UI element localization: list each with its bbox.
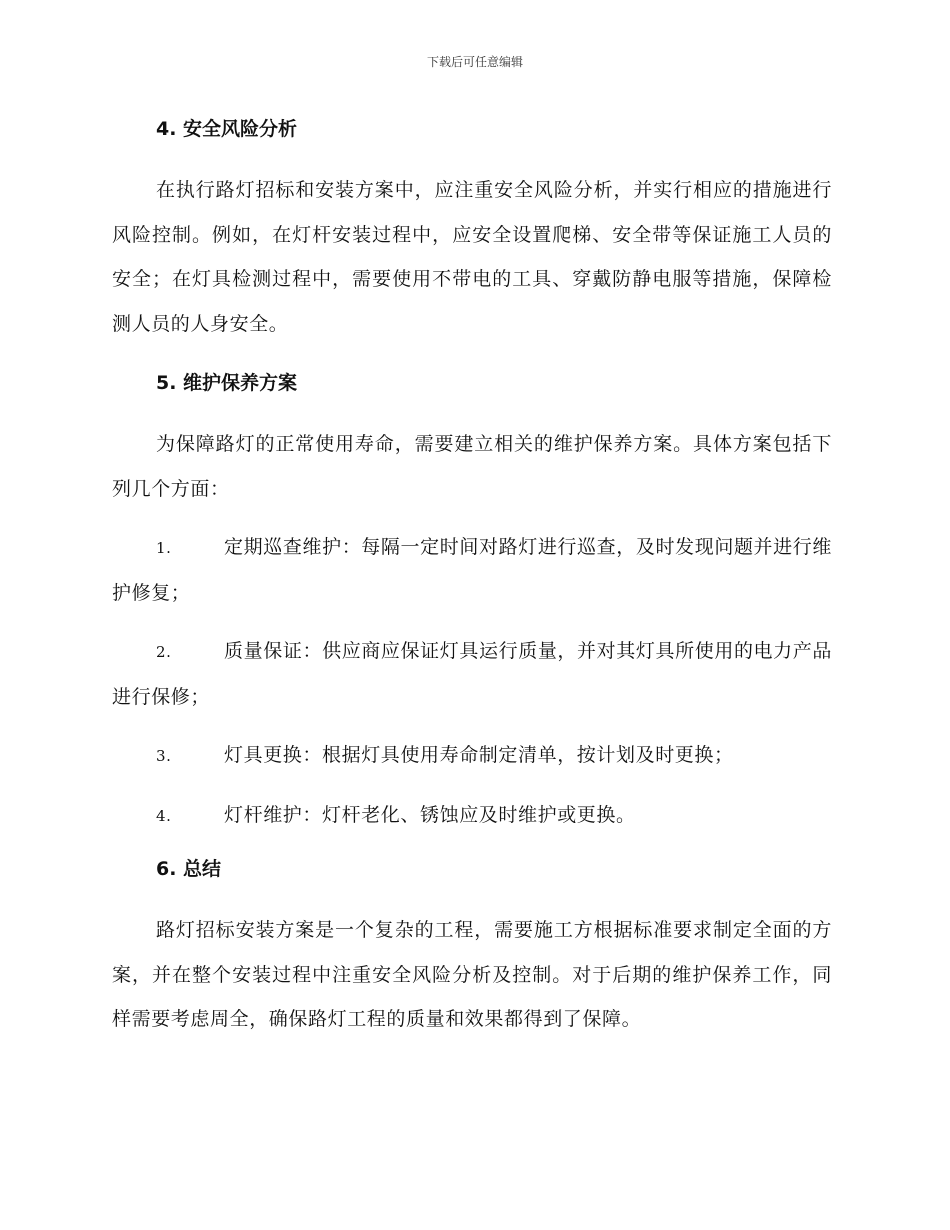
running-header: 下载后可任意编辑 bbox=[426, 55, 523, 69]
document-body bbox=[112, 112, 832, 1042]
list-item-text: 质量保证：供应商应保证灯具运行质量，并对其灯具所使用的电力产品进行保修； bbox=[112, 640, 832, 708]
paragraph-summary: 路灯招标安装方案是一个复杂的工程，需要施工方根据标准要求制定全面的方案，并在整个安装过程中注重安全风险分析及控制。对于后期的维护保养工作，同样需要考虑周全，确保路灯工程的质量和效果都得到了保障。 bbox=[112, 919, 832, 1030]
paragraph-maintenance-intro: 为保障路灯的正常使用寿命，需要建立相关的维护保养方案。具体方案包括下列几个方面： bbox=[112, 433, 832, 500]
list-item bbox=[112, 733, 832, 779]
list-item-text: 灯具更换：根据灯具使用寿命制定清单，按计划及时更换； bbox=[224, 744, 734, 766]
list-item bbox=[112, 793, 832, 839]
section-heading-summary: 6. 总结 bbox=[156, 858, 222, 880]
list-item-number: 4. bbox=[156, 806, 172, 825]
list-item-number: 3. bbox=[156, 747, 172, 765]
list-item bbox=[112, 525, 832, 615]
section-heading-risk-analysis: 4. 安全风险分析 bbox=[156, 118, 298, 140]
list-item-text: 定期巡查维护：每隔一定时间对路灯进行巡查，及时发现问题并进行维护修复； bbox=[112, 536, 832, 604]
list-item bbox=[112, 629, 832, 719]
paragraph-risk-analysis: 在执行路灯招标和安装方案中，应注重安全风险分析，并实行相应的措施进行风险控制。例如，在灯杆安装过程中，应安全设置爬梯、安全带等保证施工人员的安全；在灯具检测过程中，需要使用不带电的工具、穿戴防静电服等措施，保障检测人员的人身安全。 bbox=[112, 179, 832, 335]
list-item-number: 2. bbox=[156, 643, 172, 661]
section-heading-maintenance-plan: 5. 维护保养方案 bbox=[156, 372, 298, 394]
list-item-number: 1. bbox=[156, 539, 172, 557]
list-item-text: 灯杆维护：灯杆老化、锈蚀应及时维护或更换。 bbox=[224, 803, 636, 826]
